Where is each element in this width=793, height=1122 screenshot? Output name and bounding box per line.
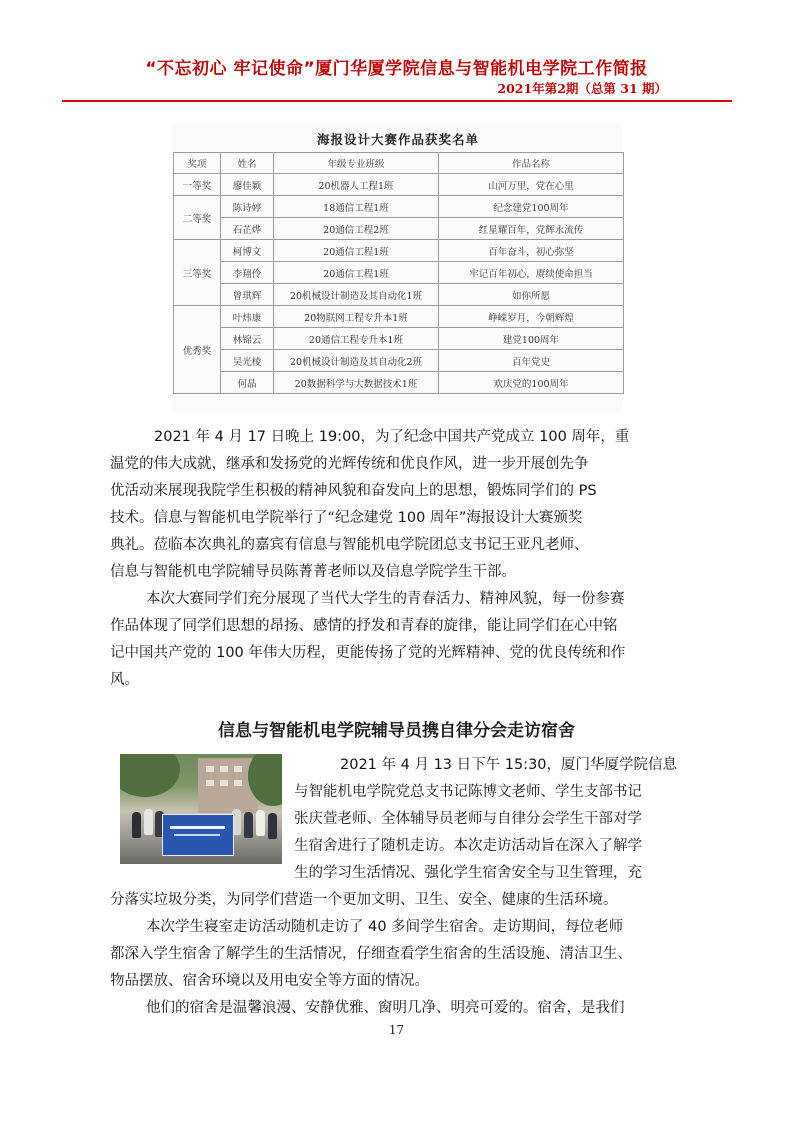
text-line: 与智能机电学院党总支书记陈博文老师、学生支部书记: [294, 784, 642, 800]
table-row: [174, 240, 624, 262]
work-cell: 山河万里，党在心里: [439, 174, 624, 196]
text-line: 技术。信息与智能机电学院举行了“纪念建党 100 周年”海报设计大赛颁奖: [110, 510, 583, 526]
award-list-image: [173, 124, 623, 412]
column-header: 年级专业班级: [274, 153, 439, 174]
text-line: 本次大赛同学们充分展现了当代大学生的青春活力、精神风貌，每一份参赛: [146, 591, 625, 607]
work-cell: 建党100周年: [439, 328, 624, 350]
article1-paragraph1: [110, 424, 688, 586]
award-level-cell: 二等奖: [174, 196, 221, 240]
table-row: [174, 218, 624, 240]
text-line: 2021 年 4 月 17 日晚上 19:00，为了纪念中国共产党成立 100 周年，重: [154, 429, 630, 445]
text-line: 作品体现了同学们思想的昂扬、感情的抒发和青春的旋律，能让同学们在心中铭: [110, 618, 618, 634]
award-table: [173, 152, 624, 394]
text-line: 生宿舍进行了随机走访。本次走访活动旨在深入了解学: [294, 838, 642, 854]
text-line: 风。: [110, 672, 139, 688]
bulletin-title: “不忘初心 牢记使命”厦门华厦学院信息与智能机电学院工作简报: [145, 59, 648, 79]
award-level-cell: 优秀奖: [174, 306, 221, 394]
class-cell: 20物联网工程专升本1班: [274, 306, 439, 328]
article2-paragraph1-side: [294, 752, 688, 887]
text-line: 都深入学生宿舍了解学生的生活情况，仔细查看学生宿舍的生活设施、清洁卫生、: [110, 946, 632, 962]
table-row: [174, 262, 624, 284]
name-cell: 叶炜康: [221, 306, 274, 328]
dormitory-visit-group-photo: [120, 754, 282, 864]
name-cell: 陈诗婷: [221, 196, 274, 218]
work-cell: 峥嵘岁月，今朝辉煌: [439, 306, 624, 328]
table-row: [174, 328, 624, 350]
name-cell: 林锦云: [221, 328, 274, 350]
name-cell: 吴光棱: [221, 350, 274, 372]
text-line: 本次学生寝室走访活动随机走访了 40 多间学生宿舍。走访期间，每位老师: [146, 919, 624, 935]
work-cell: 欢庆党的100周年: [439, 372, 624, 394]
work-cell: 如你所愿: [439, 284, 624, 306]
article1-paragraph2: [110, 586, 688, 694]
class-cell: 20数据科学与大数据技术1班: [274, 372, 439, 394]
name-cell: 李翔伶: [221, 262, 274, 284]
table-row: [174, 196, 624, 218]
text-line: 优活动来展现我院学生积极的精神风貌和奋发向上的思想，锻炼同学们的 PS: [110, 483, 597, 499]
class-cell: 20通信工程1班: [274, 262, 439, 284]
text-line: 典礼。莅临本次典礼的嘉宾有信息与智能机电学院团总支书记王亚凡老师、: [110, 537, 589, 553]
name-cell: 何晶: [221, 372, 274, 394]
name-cell: 廖佳颖: [221, 174, 274, 196]
work-cell: 百年奋斗，初心弥坚: [439, 240, 624, 262]
section-title: 信息与智能机电学院辅导员携自律分会走访宿舍: [218, 721, 575, 741]
issue-number: 2021年第2期（总第 31 期）: [497, 81, 667, 96]
text-line: 张庆萱老师、全体辅导员老师与自律分会学生干部对学: [294, 811, 642, 827]
text-line: 物品摆放、宿舍环境以及用电安全等方面的情况。: [110, 973, 429, 989]
table-row: [174, 306, 624, 328]
table-row: [174, 350, 624, 372]
work-cell: 红星耀百年，党辉永流传: [439, 218, 624, 240]
text-line: 记中国共产党的 100 年伟大历程，更能传扬了党的光辉精神、党的优良传统和作: [110, 645, 626, 661]
text-line: 生的学习生活情况、强化学生宿舍安全与卫生管理，充: [294, 865, 642, 881]
table-row: [174, 372, 624, 394]
column-header: 作品名称: [439, 153, 624, 174]
award-level-cell: 三等奖: [174, 240, 221, 306]
text-line: 信息与智能机电学院辅导员陈菁菁老师以及信息学院学生干部。: [110, 564, 516, 580]
page-number: 17: [388, 1023, 405, 1037]
article2-paragraph3: [110, 995, 688, 1022]
class-cell: 20通信工程专升本1班: [274, 328, 439, 350]
table-row: [174, 284, 624, 306]
class-cell: 20通信工程2班: [274, 218, 439, 240]
class-cell: 18通信工程1班: [274, 196, 439, 218]
name-cell: 曾琪辉: [221, 284, 274, 306]
name-cell: 柯博文: [221, 240, 274, 262]
text-line: 2021 年 4 月 13 日下午 15:30，厦门华厦学院信息: [340, 757, 678, 773]
header-divider: [62, 100, 732, 102]
award-level-cell: 一等奖: [174, 174, 221, 196]
class-cell: 20机械设计制造及其自动化2班: [274, 350, 439, 372]
award-table-header-row: [174, 153, 624, 174]
name-cell: 石芷烨: [221, 218, 274, 240]
award-table-title: 海报设计大赛作品获奖名单: [316, 132, 479, 147]
work-cell: 牢记百年初心，赓续使命担当: [439, 262, 624, 284]
class-cell: 20机械设计制造及其自动化1班: [274, 284, 439, 306]
text-line: 温党的伟大成就，继承和发扬党的光辉传统和优良作风，进一步开展创先争: [110, 456, 589, 472]
column-header: 奖项: [174, 153, 221, 174]
work-cell: 百年党史: [439, 350, 624, 372]
class-cell: 20通信工程1班: [274, 240, 439, 262]
table-row: [174, 174, 624, 196]
class-cell: 20机器人工程1班: [274, 174, 439, 196]
article2-paragraph1-full: [110, 887, 688, 914]
column-header: 姓名: [221, 153, 274, 174]
article2-paragraph2: [110, 914, 688, 995]
text-line: 分落实垃圾分类，为同学们营造一个更加文明、卫生、安全、健康的生活环境。: [110, 892, 618, 908]
work-cell: 纪念建党100周年: [439, 196, 624, 218]
text-line: 他们的宿舍是温馨浪漫、安静优雅、窗明几净、明亮可爱的。宿舍，是我们: [146, 1000, 625, 1016]
